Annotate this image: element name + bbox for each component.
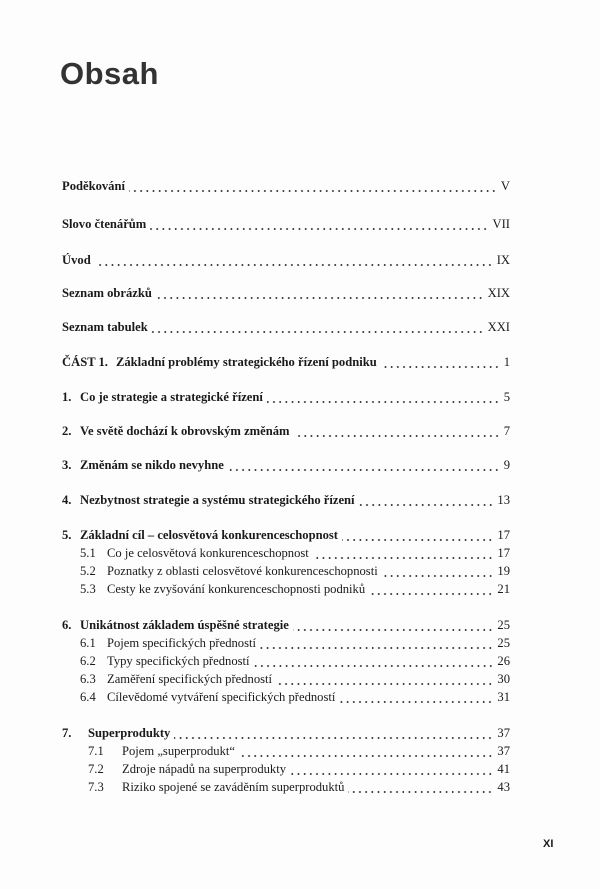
toc-entry-number: 2. [62, 424, 72, 438]
dot-leader [267, 389, 500, 405]
toc-entry-page: 37 [497, 744, 510, 758]
dot-leader [129, 178, 497, 194]
toc-entry-page: 21 [497, 582, 510, 596]
dot-leader [359, 492, 494, 508]
toc-entry [62, 389, 510, 405]
toc-entry-number: 5.3 [80, 582, 96, 596]
dot-leader [369, 581, 493, 597]
toc-entry-label: Ve světě dochází k obrovským změnám [80, 424, 290, 438]
dot-leader [290, 761, 493, 777]
toc-entry-number: 7. [62, 726, 72, 740]
dot-leader [156, 285, 484, 301]
toc-entry-label: Cesty ke zvyšování konkurenceschopnosti podniků [107, 582, 366, 596]
toc-entry-number: 6.3 [80, 672, 96, 686]
toc-entry-label: Zaměření specifických předností [107, 672, 273, 686]
toc-entry-label: Nezbytnost strategie a systému strategického řízení [80, 493, 355, 507]
toc-entry [62, 563, 510, 579]
toc-entry-label: Změnám se nikdo nevyhne [80, 458, 224, 472]
toc-entry-number: 6. [62, 618, 72, 632]
toc-entry-label: Základní cíl – celosvětová konkurenceschopnost [80, 528, 338, 542]
toc-entry-page: 41 [497, 762, 510, 776]
toc-entry-page: 19 [497, 564, 510, 578]
toc-entry-page: 37 [497, 726, 510, 740]
toc-entry-number: 7.3 [88, 780, 104, 794]
dot-leader [260, 635, 493, 651]
toc-entry-number: ČÁST 1. [62, 355, 108, 369]
toc-entry [62, 635, 510, 651]
toc-entry-label: Co je strategie a strategické řízení [80, 390, 263, 404]
toc-entry [62, 671, 510, 687]
toc-entry [62, 545, 510, 561]
dot-leader [381, 354, 500, 370]
toc-entry-page: 9 [503, 458, 510, 472]
toc-entry-label: Úvod [62, 253, 91, 267]
dot-leader [342, 527, 493, 543]
page-title: Obsah [60, 56, 159, 91]
toc-entry-page: 43 [497, 780, 510, 794]
toc-entry-page: V [500, 179, 510, 193]
toc-entry-number: 6.1 [80, 636, 96, 650]
dot-leader [95, 252, 493, 268]
toc-entry [62, 581, 510, 597]
toc-entry [62, 653, 510, 669]
dot-leader [174, 725, 493, 741]
toc-entry [62, 319, 510, 335]
toc-entry-label: Pojem specifických předností [107, 636, 256, 650]
toc-entry [62, 617, 510, 633]
toc-entry-number: 1. [62, 390, 72, 404]
dot-leader [254, 653, 494, 669]
dot-leader [228, 457, 500, 473]
dot-leader [276, 671, 493, 687]
toc-entry-label: Poděkování [62, 179, 125, 193]
toc-entry [62, 689, 510, 705]
toc-entry-label: Riziko spojené se zaváděním superproduktů [122, 780, 345, 794]
dot-leader [152, 319, 484, 335]
toc-entry-page: XXI [487, 320, 510, 334]
toc-entry [62, 354, 510, 370]
dot-leader [382, 563, 494, 579]
toc-entry-number: 7.2 [88, 762, 104, 776]
toc-entry [62, 457, 510, 473]
toc-entry [62, 761, 510, 777]
toc-entry-page: 25 [497, 618, 510, 632]
toc-entry-number: 6.2 [80, 654, 96, 668]
toc-entry-page: 17 [497, 528, 510, 542]
toc-entry-label: Seznam tabulek [62, 320, 148, 334]
toc-entry-number: 6.4 [80, 690, 96, 704]
toc-entry [62, 779, 510, 795]
dot-leader [293, 617, 494, 633]
dot-leader [313, 545, 494, 561]
toc-entry [62, 725, 510, 741]
dot-leader [239, 743, 493, 759]
toc-entry-page: 7 [503, 424, 510, 438]
toc-entry-label: Seznam obrázků [62, 286, 152, 300]
toc-entry [62, 527, 510, 543]
dot-leader [348, 779, 493, 795]
toc-entry-page: 30 [497, 672, 510, 686]
toc-entry-label: Zdroje nápadů na superprodukty [122, 762, 287, 776]
toc-entry-number: 3. [62, 458, 72, 472]
toc-entry-page: 17 [497, 546, 510, 560]
toc-entry-number: 5. [62, 528, 72, 542]
toc-entry-page: 5 [503, 390, 510, 404]
toc-entry-number: 4. [62, 493, 72, 507]
toc-entry-page: 31 [497, 690, 510, 704]
toc-entry-label: Poznatky z oblasti celosvětové konkurenceschopnosti [107, 564, 378, 578]
toc-entry-page: 1 [503, 355, 510, 369]
toc-entry-page: VII [492, 217, 510, 231]
toc-entry [62, 743, 510, 759]
toc-entry [62, 285, 510, 301]
toc-entry-label: Typy specifických předností [107, 654, 250, 668]
toc-entry-label: Co je celosvětová konkurenceschopnost [107, 546, 309, 560]
toc-entry [62, 178, 510, 194]
toc-entry-page: 25 [497, 636, 510, 650]
toc-entry-page: 26 [497, 654, 510, 668]
toc-entry [62, 423, 510, 439]
toc-entry-label: Pojem „superprodukt“ [122, 744, 235, 758]
toc-entry-label: Superprodukty [88, 726, 171, 740]
toc-entry-number: 5.1 [80, 546, 96, 560]
toc-entry-page: 13 [497, 493, 510, 507]
dot-leader [294, 423, 500, 439]
toc-entry [62, 252, 510, 268]
toc-entry-number: 5.2 [80, 564, 96, 578]
toc-entry-label: Slovo čtenářům [62, 217, 147, 231]
dot-leader [339, 689, 493, 705]
toc-entry-number: 7.1 [88, 744, 104, 758]
toc-entry-label: Unikátnost základem úspěšné strategie [80, 618, 289, 632]
toc-entry [62, 216, 510, 232]
toc-entry-page: IX [496, 253, 510, 267]
toc-entry-label: Cílevědomé vytváření specifických předností [107, 690, 336, 704]
page-number: XI [543, 838, 554, 850]
dot-leader [150, 216, 488, 232]
toc-entry-page: XIX [487, 286, 510, 300]
toc-entry-label: Základní problémy strategického řízení podniku [115, 355, 377, 369]
toc-entry [62, 492, 510, 508]
